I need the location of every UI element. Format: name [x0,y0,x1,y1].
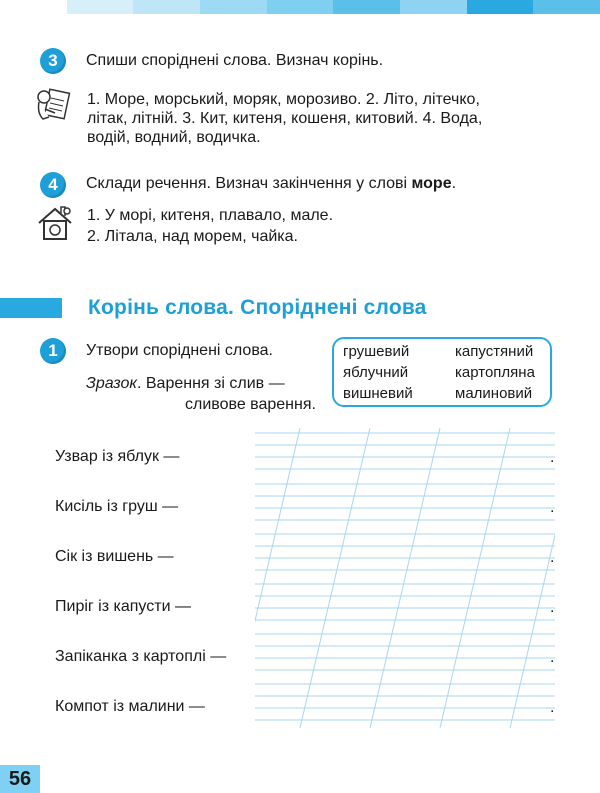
word-bank-item: грушевий [343,343,410,360]
line-end-dot: . [550,499,555,516]
task-4-instruction-bold-word: море [411,175,452,192]
section-title: Корінь слова. Споріднені слова [88,296,427,319]
task-3-line-3: водій, водний, водичка. [87,129,261,146]
line-end-dot: . [550,699,555,716]
prompt-5: Запіканка з картоплі — [55,648,227,665]
sample-text: . Варення зі слив — [136,375,285,392]
writing-ruled-area [255,428,555,728]
prompt-4: Пиріг із капусти — [55,598,191,615]
line-end-dot: . [550,449,555,466]
task-1-instruction: Утвори споріднені слова. [86,342,273,359]
top-color-band [0,0,600,14]
word-bank-item: вишневий [343,385,413,402]
task-3-badge: 3 [40,48,66,74]
task-4-badge: 4 [40,172,66,198]
line-end-dot: . [550,599,555,616]
sample-label: Зразок [86,375,137,392]
writing-hand-icon [33,83,75,125]
word-bank-item: малиновий [455,385,533,402]
task-3-instruction: Спиши споріднені слова. Визнач корінь. [86,52,384,69]
line-end-dot: . [550,549,555,566]
sample-line-2: сливове варення. [185,396,316,413]
section-bar [0,298,62,318]
task-4-line-2: 2. Літала, над морем, чайка. [87,228,298,245]
sample-line-1 [86,373,285,395]
word-bank-item: яблучний [343,364,409,381]
task-3-line-2: літак, літній. 3. Кит, китеня, кошеня, китовий. 4. Вода, [87,110,483,127]
task-4-instruction-text: Склади речення. Визнач закінчення у слові [86,175,412,192]
task-4-line-1: 1. У морі, китеня, плавало, мале. [87,207,334,224]
house-icon [35,203,75,243]
prompt-3: Сік із вишень — [55,548,174,565]
prompt-2: Кисіль із груш — [55,498,179,515]
word-bank-box [332,337,552,407]
prompt-6: Компот із малини — [55,698,205,715]
task-4-instruction-end: . [451,175,457,192]
page-number: 56 [0,765,40,793]
task-4-instruction [86,173,456,195]
prompt-1: Узвар із яблук — [55,448,180,465]
line-end-dot: . [550,649,555,666]
task-3-line-1: 1. Море, морський, моряк, морозиво. 2. Літо, літечко, [87,91,480,108]
word-bank-item: капустяний [455,343,534,360]
task-1-badge: 1 [40,338,66,364]
word-bank-item: картопляна [455,364,535,381]
